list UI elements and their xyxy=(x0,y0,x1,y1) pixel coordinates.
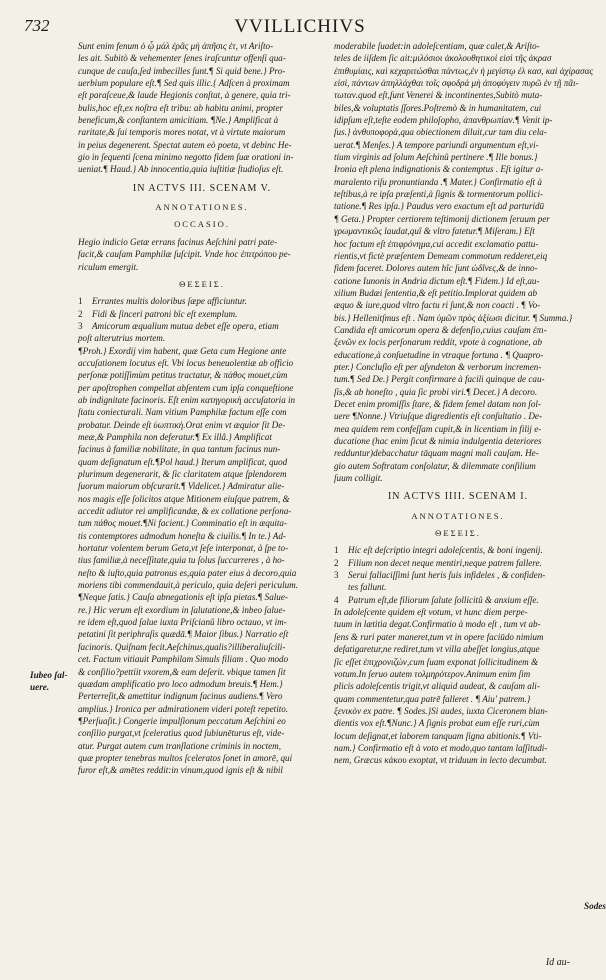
text-line: redduntur)debacchatur tāquam magni mali cauſam. He- xyxy=(334,448,539,459)
text-line: neſto & iuſto,quia patronus es,quia pater eius à decoro,quia xyxy=(78,567,297,578)
annotations-heading: ANNOTATIONES. xyxy=(411,510,505,521)
thesis-text: Serui fallaciſſimi ſunt heris ſuis infideles , & confiden- xyxy=(348,570,546,581)
text-line: quædam amplificatio pro loco admodum breuis.¶ Hem.} xyxy=(78,678,283,689)
text-line: Sunt enim fenum ὁ ᾧ μάλ ἐρᾶς μὴ ἀπῆσις ἐτ, vt Ariſto- xyxy=(78,41,274,51)
thesis-number: 2 xyxy=(78,308,83,319)
thesis-text: Hic eſt deſcriptio integri adoleſcentis, & boni ingenij. xyxy=(348,545,543,556)
text-line: hoc factum eſt ἐπιφρόνημα,cui accedit exclamatio pattu- xyxy=(334,238,539,249)
right-column xyxy=(334,40,594,767)
text-line: ab indignitate facinoris. Eſt enim κατηγορικὴ accuſatoria in xyxy=(78,394,296,405)
text-line: uere ¶Nonne.} Vtriuſque digredientis eſt conſultatio . De- xyxy=(334,411,542,422)
text-line: re idem eſt,quod ſalue iuxta Priſcianû libro octauo, vt im- xyxy=(78,617,287,628)
thesis-number: 3 xyxy=(334,570,339,581)
thesis-number: 1 xyxy=(78,296,83,307)
thesis-number: 3 xyxy=(78,320,83,331)
text-line: moriens tibi commendauit,à periculo, quia deſeri periculum. xyxy=(78,580,298,591)
text-line: tium virginis ad ſolum Aeſchinû pertinere .¶ Ille bonus.} xyxy=(334,152,538,163)
text-line: ἐπιθυμίαις, καὶ κεχαριτώσθαι πάντως,ἐν ἡ μεγίστῳ ἐλ κασ, καὶ ἀχίρασας xyxy=(334,65,594,76)
text-line: Hegio indicio Getæ errans facinus Aeſchini patri pate- xyxy=(78,236,278,247)
text-line: uerbium populare eſt.¶ Sed quis illic.{ Adſcen à proximam xyxy=(78,78,290,89)
text-line: Candida eſt amicorum opera & defenſio,cuius cauſam ἐπι- xyxy=(334,324,547,335)
text-line: idipſum eſt,teſte eodem philoſopho, ἀπανθρωπίαν.¶ Venit ip- xyxy=(334,115,553,126)
right-body xyxy=(334,40,594,484)
text-line: ſens & ruri pater maneret,tum vt in opere faciūdo nimium xyxy=(334,631,544,642)
catchword: Id au- xyxy=(545,957,570,968)
text-line: tum.¶ Sed De.} Pergit confirmare à facili quinque de cau- xyxy=(334,374,545,385)
text-line: moderabile ſuadet:in adoleſcentiam, quæ calet,& Ariſto- xyxy=(334,41,540,51)
text-line: γρωμαντικῶς laudat,quî & vltro fatetur.¶ Miſeram.} Eſt xyxy=(334,226,535,237)
text-line: amplius.} Ironica per admirationem videri poteſt repetito. xyxy=(78,703,289,714)
text-line: tis contemptores admodum honeſta & ciuilis.¶ In te.} Ad- xyxy=(78,530,286,541)
text-line: maralento riſu pronuntianda .¶ Mater.} Confirmatio eſt à xyxy=(334,176,542,187)
text-line: nam.} Confirmatio eſt à voto et modo,quo tantam laſſitudi- xyxy=(334,742,548,753)
text-line: tum πάθος mouet.¶Ni facient.} Comminatio eſt in æquita- xyxy=(78,518,288,529)
text-line: rientis,vt fictè præſentem Demeam commotum redderet,eiq xyxy=(334,250,548,261)
thesis-number: 1 xyxy=(334,545,339,556)
thesis-number: 2 xyxy=(334,557,339,568)
left-intro xyxy=(78,40,326,176)
thesis-item xyxy=(334,557,582,569)
text-line: ſtatu coniecturali. Nam vitium Pamphilæ factum eſſe com xyxy=(78,407,287,418)
text-line: in peius degenerent. Spectat autem eò poeta, vt debinc He- xyxy=(78,139,292,150)
text-line: ¶ Geta.} Propter certiorem teſtimonij dictionem ſeruum per xyxy=(334,213,550,224)
thesis-text: Filium non decet neque mentiri,neque patrem fallere. xyxy=(348,557,542,568)
text-line: teſtibus,à re ipſa præſenti,à ſignis & tormentorum pollici- xyxy=(334,189,544,200)
thesis-item xyxy=(78,308,326,320)
text-line: ducatione (hac enim ſicut & nimia indulgentia deteriores xyxy=(334,436,542,446)
text-line: perſonæ potiſſimùm petitus tractatur, & πάθος mouet,cùm xyxy=(78,370,288,381)
text-line: ueniat.¶ Haud.} Ab innocentia,quia iuſtitiæ ſtudioſus eſt. xyxy=(78,164,284,175)
text-line: petatini ſit periphraſis quædā.¶ Maior ſibus.} Narratio eſt xyxy=(78,629,289,640)
occasio-text xyxy=(78,236,326,273)
text-line: locum deſignat,et laborem tanquam ſigna abitionis.¶ Vti- xyxy=(334,730,542,741)
text-line: ſic eſſet ἐπιχρονιζών,cum ſuam exponat ſollicitudinem & xyxy=(334,656,539,667)
text-line: æquo & iure,quod vltro factu ri ſunt,& non coacti . ¶ Vo- xyxy=(334,300,541,311)
left-body xyxy=(78,332,326,776)
text-line: fidem faceret. Dolores autem hîc ſunt ὠδῖνες,& de inno- xyxy=(334,263,538,274)
occasio-heading: OCCASIO. xyxy=(174,219,230,230)
text-line: beneficum,& conſtantem amicitiam. ¶Ne.} Amplificat à xyxy=(78,115,279,126)
text-line: accuſationem locutus eſt. Vbi locus beneuolentiæ ab officio xyxy=(78,357,294,368)
thesis-text: Fidi & ſinceri patroni bîc eſt exemplum. xyxy=(92,308,238,319)
text-line: tuum in lætitia degat.Confirmatio à modo eſt , tum vt ab- xyxy=(334,619,541,630)
thesis-item xyxy=(78,320,326,332)
text-line: gio in ſequenti ſcena minimo negotto fidem ſuæ orationi in- xyxy=(78,152,294,163)
thesis-continuation: tes fallunt. xyxy=(348,582,387,593)
thesis-text: Errantes multis doloribus ſæpe afficiuntur. xyxy=(92,296,247,307)
text-line: Decet enim promiſſis ſtare, & fidem ſemel datam non ſol- xyxy=(334,398,541,409)
text-line: hortatur volentem berum Geta,vt ſeſe interponat, à ſpe to- xyxy=(78,543,289,554)
text-line: uerat.¶ Menſes.} A tempore pariundi argumentum eſt,vi- xyxy=(334,139,539,150)
text-line: ſis,& ab honeſto , quia ſic probi viri.¶ Decet.} A decoro. xyxy=(334,386,538,397)
text-line: furor eſt,& amētes reddit:in vinum,quod ignis eſt & nibil xyxy=(78,765,283,776)
text-line: In adoleſcente quidem eſt votum, vt hunc diem perpe- xyxy=(334,607,528,618)
page-header xyxy=(24,16,576,38)
text-line: poſt alterutrius mortem. xyxy=(78,333,166,344)
thesis-item xyxy=(334,544,582,556)
text-line: dientis vox eſt.¶Nunc.} A ſignis probat eum eſſe ruri,cùm xyxy=(334,718,540,729)
text-line: eſt paraſceue,& laude Hegionis conſtat, à genere, quia tri- xyxy=(78,90,291,101)
running-head: VVILLICHIVS xyxy=(234,16,366,37)
text-line: votum.In ſeruo autem τολμηρότερον.Animum enim ſim xyxy=(334,668,531,679)
text-line: εἰσὶ, πάντων ἀπηλλάχθαι τοῖς σφοδρά μὴ ἀποφύγειν πυρῶ ἐν τῇ πᾶι- xyxy=(334,78,579,89)
page-number: 732 xyxy=(24,16,50,35)
thesis-text: Amicorum æqualium mutua debet eſſe opera, etiam xyxy=(92,320,279,331)
text-line: τωταν.quod eſt,ſunt Venerei & incontinentes,Subitò muta- xyxy=(334,90,543,101)
text-line: facinoris. Quiſnam fecit.Aeſchinus,qualis?illiberaliuſcili- xyxy=(78,641,286,652)
thesis-text: Patrum eſt,de filiorum ſalute ſollicitû & anxium eſſe. xyxy=(348,594,539,605)
text-line: quam commentetur,qua patrē falleret . ¶ Aiu' patrem.} xyxy=(334,693,531,704)
thesis-number: 4 xyxy=(334,594,339,605)
text-line: gio autem Softratam conſolatur, & dilemmate conſilium xyxy=(334,460,536,471)
thesis-item xyxy=(334,569,582,581)
text-line: per apoſtrophen compellat abſentem cum ipſa conqueſtione xyxy=(78,382,294,393)
text-line: riculum emergit. xyxy=(78,261,139,272)
text-line: facit,& cauſam Pamphilæ ſuſcipit. Vnde hoc ἐπιτρόπου pe- xyxy=(78,249,291,260)
act-heading: IN ACTVS IIII. SCENAM I. xyxy=(387,491,529,503)
text-line: cunque de cauſa,ſed imbecilles ſunt.¶ Si quid bene.} Pro- xyxy=(78,65,286,76)
text-line: accedit adiutor rei amplificandæ, & ex collatione perſona- xyxy=(78,506,292,517)
act-heading: IN ACTVS III. SCENAM V. xyxy=(132,182,272,194)
annotations-heading: ANNOTATIONES. xyxy=(155,202,249,213)
text-line: ¶Proh.} Exordij vim habent, quæ Geta cum Hegione ante xyxy=(78,345,287,356)
text-line: facinus à familiæ nobilitate, in qua tantum facinus nun- xyxy=(78,444,281,455)
text-line: atur. Purgat autem cum tranſlatione criminis in noctem, xyxy=(78,740,281,751)
text-line: bulis,hoc eſt,ex noſtra eſt tribu: ab habitu animi, propter xyxy=(78,102,284,113)
text-line: tius familiæ,à neceſſitate,quia tu ſolus ſuccurreres , à ho- xyxy=(78,555,285,566)
text-line: ¶Perſuaſit.} Congerie impulſionum peccatum Aeſchini eo xyxy=(78,715,286,726)
text-line: plurimum degenerarit, & ſic claritatem atque ſplendorem xyxy=(78,469,287,479)
margin-note: Iubeo ſal- xyxy=(30,670,68,680)
text-line: raritate,& ſui temporis mores notat, vt à virtute maiorum xyxy=(78,127,286,138)
text-line: teles de iiſdem ſic ait:μιλόσιοι ἀκολουθητικοὶ εἰσὶ τῆς ἀκρασ xyxy=(334,53,552,64)
text-line: les ait. Subitò & vehementer ſenes iraſcuntur offenſi qua- xyxy=(78,53,286,64)
left-column xyxy=(78,40,326,777)
text-line: & conſilio?pettiit vxorem,& eam deſerit. vbique tamen ſit xyxy=(78,666,286,677)
theses-list xyxy=(78,295,326,332)
text-line: Perterreſit,& amettitur indignum facinus audiens.¶ Vero xyxy=(78,691,283,702)
text-line: ſus.} ἀνθυποφορὰ,qua obiectionem diluit,cur tam diu cela- xyxy=(334,127,547,138)
theseis-heading: ΘΕΣΕΙΣ. xyxy=(179,278,225,289)
text-line: ξενῶν ex locis perſonarum reddit, vpote à cognatione, ab xyxy=(334,337,543,348)
text-line: xilium Budæi ſententia,& eſt petitio.Implorat quidem ab xyxy=(334,287,538,298)
text-line: tatione.¶ Res ipſa.} Paudus vero exactum eſt ad parturidū xyxy=(334,201,545,212)
text-line: plicis adoleſcentis trigit,vt aliquid audeat, & cauſam ali- xyxy=(334,681,540,692)
text-line: biles,& voluptatis ſſores.Poſtremò & in humanitatem, cui xyxy=(334,102,542,113)
thesis-item xyxy=(78,295,326,307)
text-line: Ironia eſt plena indignationis & contemptus . Eſt igitur a- xyxy=(334,164,544,175)
text-line: probatur. Deinde eſt ὑωπτικὴ.Orat enim vt æquior ſit De- xyxy=(78,419,286,430)
text-line: educatione,à conſuetudine in vtraque fortuna . ¶ Quapro- xyxy=(334,349,544,360)
text-line: re.} Hic verum eſt exordium in ſalutatione,& inbeo ſalue- xyxy=(78,604,286,615)
text-line: catione Iunonis in Andria dictum eſt.¶ Fidem.} Id eſt,au- xyxy=(334,275,540,286)
text-line: ſuorum maiorum obſcurarit.¶ Videlicet.} Admiratur alie- xyxy=(78,481,285,492)
theses-list xyxy=(334,544,582,581)
margin-note: Sodes xyxy=(584,901,606,911)
margin-note: uere. xyxy=(30,682,50,692)
thesis-item xyxy=(334,594,582,606)
text-line: pter.} Concluſio eſt per aſyndeton & verborum incremen- xyxy=(334,361,542,372)
text-line: quam deſignatum eſt.¶Pol haud.} Iterum amplificat, quod xyxy=(78,456,288,467)
text-line: mea quidem rem confeſſam cupit,& in licentiam in filij e- xyxy=(334,423,542,434)
theseis-heading: ΘΕΣΕΙΣ. xyxy=(435,528,481,539)
text-line: defatigaretur,ne rediret,tum vt villa abeſſet longius,atque xyxy=(334,644,540,655)
right-body-2 xyxy=(334,606,582,766)
text-line: meæ,& Pamphila non deferatur.¶ Ex illâ.} Amplificat xyxy=(78,431,272,442)
text-line: quæ propter tenebras multos ſceleratos ſonet in amorē, qui xyxy=(78,752,293,763)
text-line: conſilio purgat,vt ſceleratius quod ſubiunēturus eſt, vide- xyxy=(78,728,285,739)
text-line: nos magis eſſe ſolicitos atque Mitionem eiuſque patrem, & xyxy=(78,493,290,504)
text-line: ξενικὸν ex patre. ¶ Sodes.}Si audes, iuxta Ciceronem blan- xyxy=(334,705,548,716)
text-line: cet. Factum vitiauit Pamphilam Simuls filiam . Quo modo xyxy=(78,654,289,665)
text-line: nem, Græcus κάκου exoptat, vt triduum in lecto decumbat. xyxy=(334,755,547,766)
text-line: ſuum colligit. xyxy=(334,473,383,484)
text-line: bis.} Hellenitſmus eſt . Nam ὑμῶν πρὸς ἀξίωσι dicitur. ¶ Summa.} xyxy=(334,312,573,323)
text-line: ¶Neque ſatis.} Cauſa abnegationis eſt ipſa pietas.¶ Salue- xyxy=(78,592,288,603)
